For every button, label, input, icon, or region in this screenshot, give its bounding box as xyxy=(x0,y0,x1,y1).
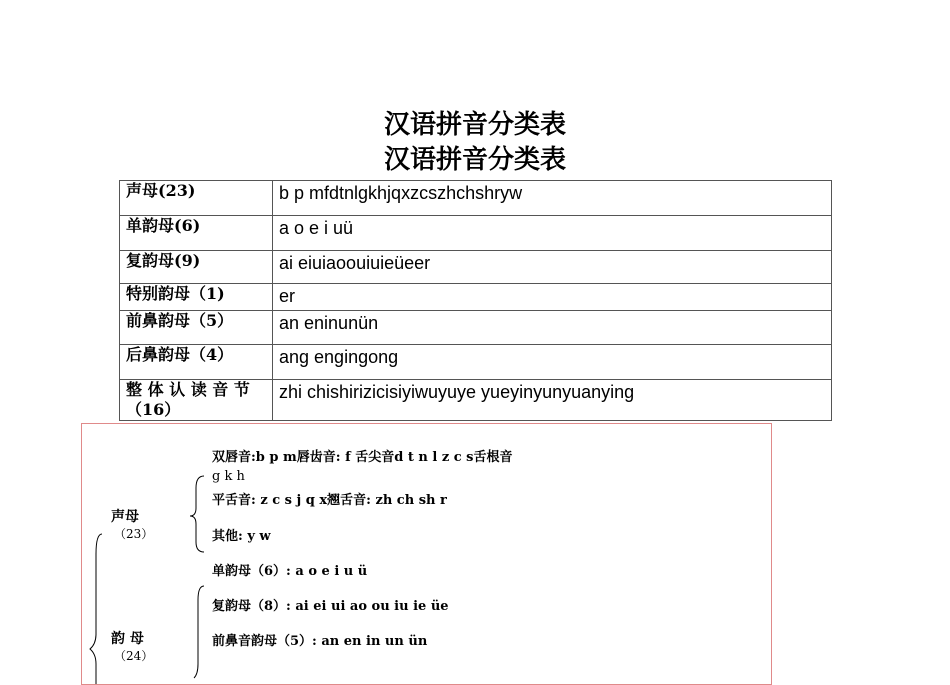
value-cell: a o e i uü xyxy=(273,216,832,251)
classification-diagram-box xyxy=(81,423,772,685)
value-cell: ang engingong xyxy=(273,345,832,380)
diagram-line-vowels-2: 复韵母（8）: ai ei ui ao ou iu ie üe xyxy=(212,599,449,614)
main-brace xyxy=(90,534,102,684)
value-cell: b p mfdtnlgkhjqxzcszhchshryw xyxy=(273,181,832,216)
diagram-line-consonants-2: 平舌音: z c s j q x翘舌音: zh ch sh r xyxy=(212,493,447,508)
value-cell: er xyxy=(273,284,832,311)
value-cell: an eninunün xyxy=(273,311,832,345)
table-row xyxy=(120,380,832,421)
category-cell: 后鼻韵母（4） xyxy=(120,345,273,380)
page-title-repeat: 汉语拼音分类表 xyxy=(383,145,566,175)
category-cell: 整 体 认 读 音 节（16） xyxy=(120,380,273,421)
page-title: 汉语拼音分类表 xyxy=(383,110,566,140)
shengmu-label: 声母 xyxy=(111,509,139,525)
category-cell: 前鼻韵母（5） xyxy=(120,311,273,345)
diagram-line-vowels-3: 前鼻音韵母（5）: an en in un ün xyxy=(212,634,428,649)
category-cell: 特别韵母（1) xyxy=(120,284,273,311)
pinyin-classification-table xyxy=(119,180,832,421)
value-cell: zhi chishirizicisiyiwuyuye yueyinyunyuanying xyxy=(273,380,832,421)
yunmu-brace xyxy=(194,586,204,678)
yunmu-count: （24） xyxy=(114,649,154,663)
table-row xyxy=(120,181,832,216)
diagram-line-consonants-1: 双唇音:b p m唇齿音: f 舌尖音d t n l z c s舌根音 xyxy=(212,450,513,465)
table-row xyxy=(120,216,832,251)
table-row xyxy=(120,345,832,380)
diagram-line-vowels-1: 单韵母（6）: a o e i u ü xyxy=(212,564,368,579)
category-cell: 复韵母(9) xyxy=(120,251,273,284)
category-cell: 声母(23) xyxy=(120,181,273,216)
value-cell: ai eiuiaoouiuieüeer xyxy=(273,251,832,284)
diagram-line-consonants-1b: g k h xyxy=(212,469,245,484)
table-row xyxy=(120,311,832,345)
category-cell: 单韵母(6) xyxy=(120,216,273,251)
shengmu-count: （23） xyxy=(114,527,154,541)
shengmu-brace xyxy=(190,476,204,552)
table-row xyxy=(120,284,832,311)
diagram-line-consonants-3: 其他: y w xyxy=(212,529,271,544)
yunmu-label: 韵 母 xyxy=(111,631,144,647)
table-row xyxy=(120,251,832,284)
